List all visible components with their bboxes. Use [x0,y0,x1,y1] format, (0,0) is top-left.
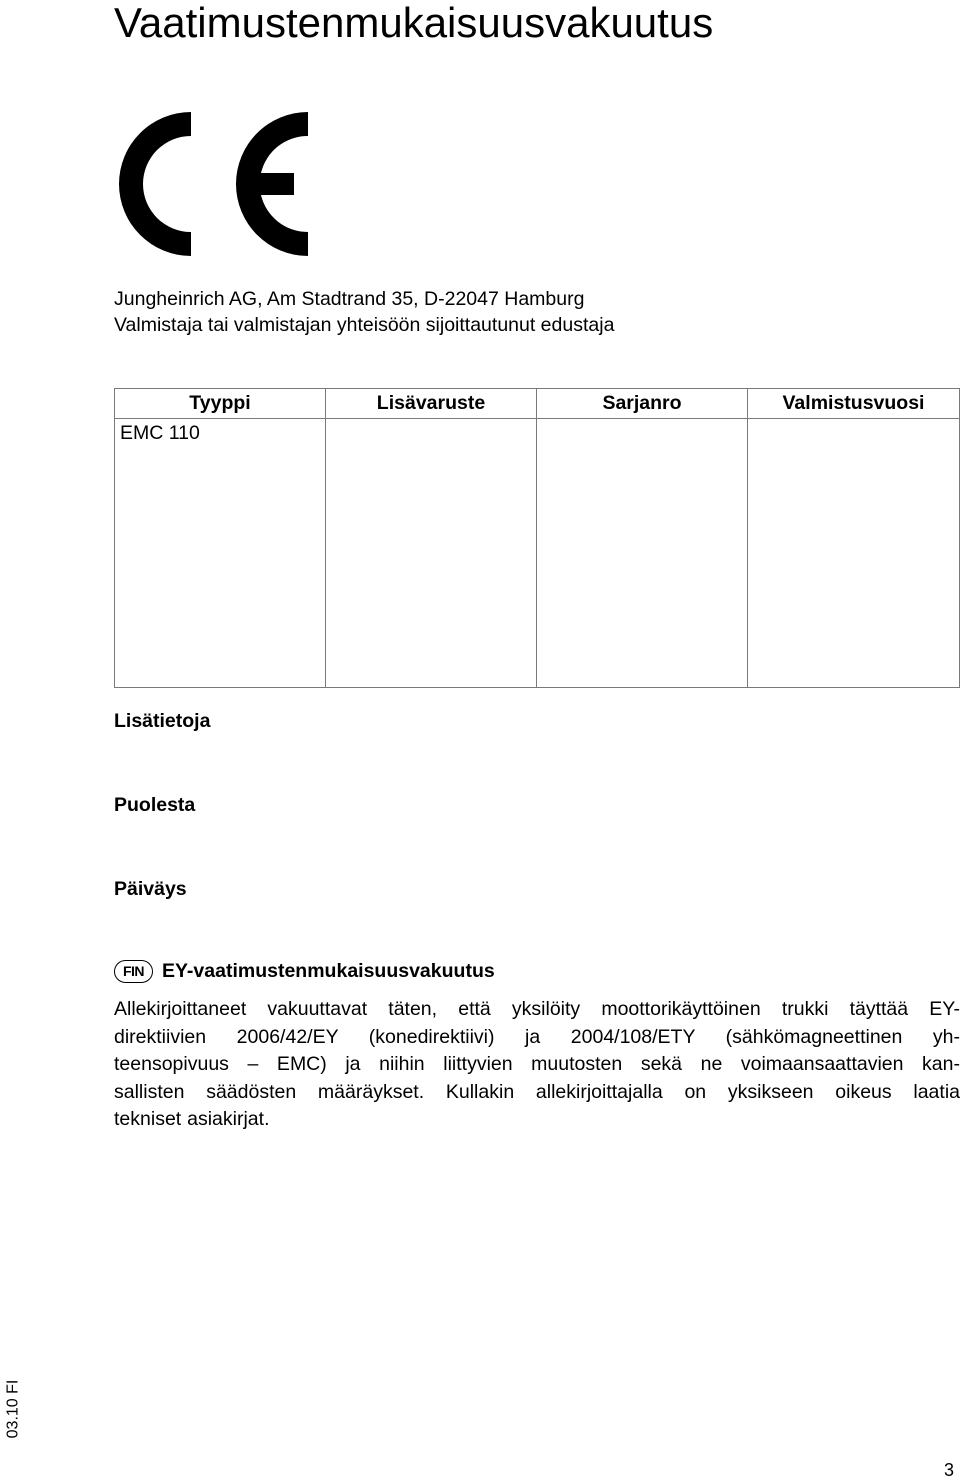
header-accessory: Lisävaruste [326,389,537,419]
declaration-line: Allekirjoittaneet vakuuttavat täten, että yksilöity moottorikäyttöinen trukki täyttää EY- [114,998,960,1020]
additional-info-label: Lisätietoja [114,710,211,732]
manufacturer-address: Jungheinrich AG, Am Stadtrand 35, D-22047 Hamburg [114,288,585,310]
declaration-text [114,996,960,1134]
spec-table-header-row [115,389,960,419]
table-row [115,419,960,688]
declaration-line: direktiivien 2006/42/EY (konedirektiivi) ja 2004/108/ETY (sähkömagneettinen yh- [114,1025,960,1048]
ce-mark-logo [116,112,309,256]
cell-serial-number [537,419,748,688]
declaration-line: sallisten säädösten määräykset. Kullakin allekirjoittajalla on yksikseen oikeus laatia [114,1080,960,1103]
declaration-line: teensopivuus – EMC) ja niihin liittyvien muutosten sekä ne voimaansaattavien kan- [114,1053,960,1075]
manufacturer-role: Valmistaja tai valmistajan yhteisöön sijoittautunut edustaja [114,314,615,336]
header-serial-number: Sarjanro [537,389,748,419]
cell-year-of-manufacture [748,419,960,688]
language-badge: FIN [114,960,153,983]
footer-version [0,1380,30,1440]
declaration-line: tekniset asiakirjat. [114,1108,270,1130]
manufacturer-block [114,286,614,338]
cell-type: EMC 110 [115,419,326,688]
declaration-heading [114,958,495,984]
header-year-of-manufacture: Valmistusvuosi [748,389,960,419]
declaration-heading-text: EY-vaatimustenmukaisuusvakuutus [162,959,495,982]
cell-accessory [326,419,537,688]
header-type: Tyyppi [115,389,326,419]
document-title: Vaatimustenmukaisuusvakuutus [114,0,714,46]
date-label: Päiväys [114,878,187,900]
spec-table [114,388,960,688]
footer-version-text: 03.10 FI [4,1379,22,1439]
page-number: 3 [944,1460,955,1480]
on-behalf-label: Puolesta [114,794,196,816]
